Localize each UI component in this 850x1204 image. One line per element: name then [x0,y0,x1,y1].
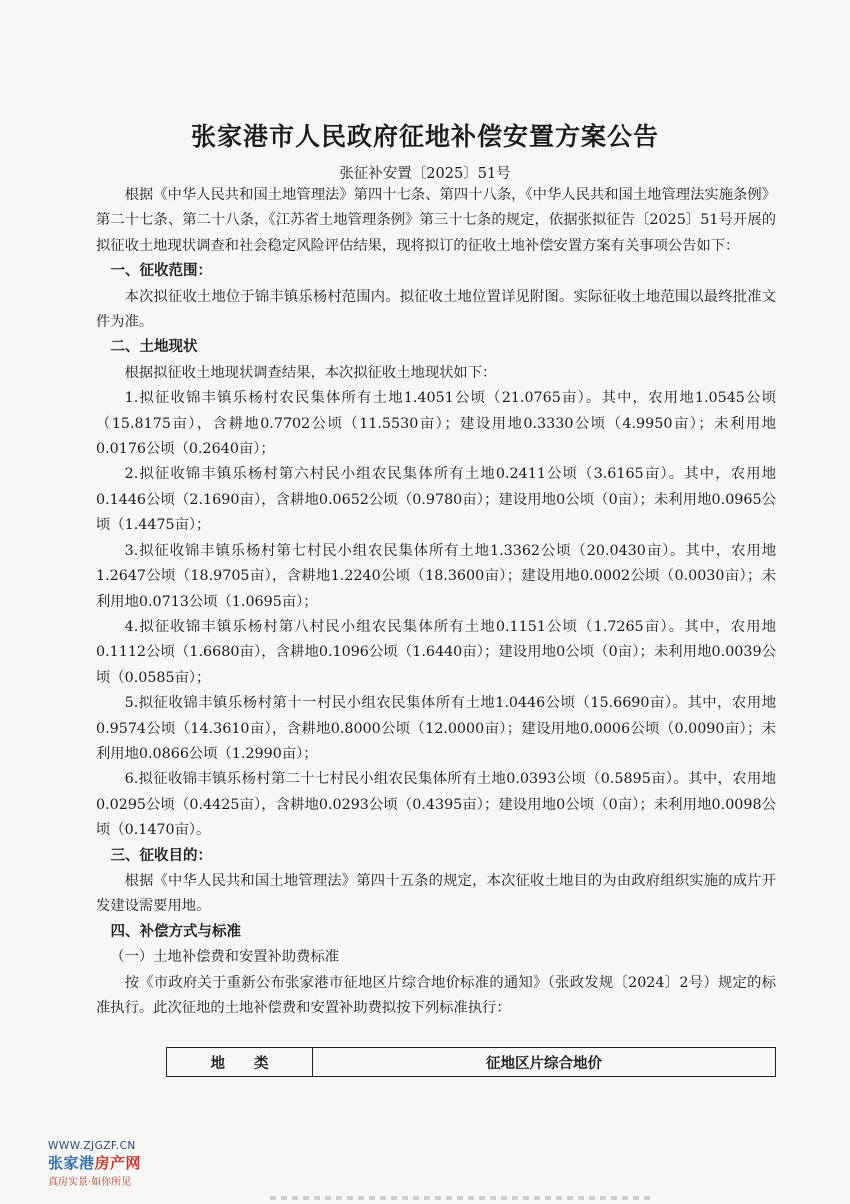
document-body [96,183,776,1021]
section-heading-compensation: 四、补偿方式与标准 [110,923,241,940]
land-status-item: 6.拟征收锦丰镇乐杨村第二十七村民小组农民集体所有土地0.0393公顷（0.5895亩）。其中，农用地0.0295公顷（0.4425亩），含耕地0.0293公顷（0.4395亩）；建设用地0公顷（0亩）；未利用地0.0098公顷（0.1470亩）。 [96,771,776,839]
site-watermark [48,1140,141,1188]
scan-artifact [270,1196,650,1200]
page-title: 张家港市人民政府征地补偿安置方案公告 [190,122,659,151]
rates-table [166,1047,776,1077]
land-status-lead: 根据拟征收土地现状调查结果，本次拟征收土地现状如下： [124,364,497,381]
table-header-price: 征地区片综合地价 [313,1048,776,1077]
watermark-name-part1: 张家港 [48,1154,95,1172]
watermark-slogan: 真房实景·如你所见 [48,1177,132,1188]
document-number: 张征补安置〔2025〕51号 [339,166,511,182]
section-purpose-text: 根据《中华人民共和国土地管理法》第四十五条的规定，本次征收土地目的为由政府组织实施的成片开发建设需要用地。 [96,872,776,915]
watermark-logo [48,1152,141,1173]
land-status-item: 5.拟征收锦丰镇乐杨村第十一村民小组农民集体所有土地1.0446公顷（15.6690亩）。其中，农用地0.9574公顷（14.3610亩），含耕地0.8000公顷（12.0000亩）；建设用地0.0006公顷（0.0090亩）；未利用地0.0866公顷（1.2990亩）； [96,695,776,762]
table-header-land-type: 地 类 [167,1048,313,1077]
intro-paragraph: 根据《中华人民共和国土地管理法》第四十七条、第四十八条，《中华人民共和国土地管理法实施条例》第二十七条、第二十八条，《江苏省土地管理条例》第三十七条的规定，依据张拟征告〔2025〕51号开展的拟征收土地现状调查和社会稳定风险评估结果，现将拟订的征收土地补偿安置方案有关事项公告如下： [96,187,776,254]
section-heading-purpose: 三、征收目的： [110,847,212,864]
land-status-item: 2.拟征收锦丰镇乐杨村第六村民小组农民集体所有土地0.2411公顷（3.6165亩）。其中，农用地0.1446公顷（2.1690亩），含耕地0.0652公顷（0.9780亩）；建设用地0公顷（0亩）；未利用地0.0965公顷（1.4475亩）； [96,466,776,534]
watermark-url: WWW.ZJGZF.CN [48,1140,136,1152]
section-heading-scope: 一、征收范围： [110,263,212,280]
watermark-name-part2: 房产网 [94,1154,142,1172]
compensation-text: 按《市政府关于重新公布张家港市征地区片综合地价标准的通知》（张政发规〔2024〕2号）规定的标准执行。此次征地的土地补偿费和安置补助费拟按下列标准执行： [96,974,776,1016]
section-heading-land-status: 二、土地现状 [110,339,198,356]
land-status-item: 1.拟征收锦丰镇乐杨村农民集体所有土地1.4051公顷（21.0765亩）。其中，农用地1.0545公顷（15.8175亩），含耕地0.7702公顷（11.5530亩）；建设用地0.3330公顷（4.9950亩）；未利用地0.0176公顷（0.2640亩）； [96,390,776,458]
land-status-item: 3.拟征收锦丰镇乐杨村第七村民小组农民集体所有土地1.3362公顷（20.0430亩）。其中，农用地1.2647公顷（18.9705亩），含耕地1.2240公顷（18.3600亩）；建设用地0.0002公顷（0.0030亩）；未利用地0.0713公顷（1.0695亩）； [96,542,776,610]
land-status-item: 4.拟征收锦丰镇乐杨村第八村民小组农民集体所有土地0.1151公顷（1.7265亩）。其中，农用地0.1112公顷（1.6680亩），含耕地0.1096公顷（1.6440亩）；建设用地0公顷（0亩）；未利用地0.0039公顷（0.0585亩）； [96,618,776,686]
section-scope-text: 本次拟征收土地位于锦丰镇乐杨村范围内。拟征收土地位置详见附图。实际征收土地范围以最终批准文件为准。 [96,288,776,331]
table-header-row [167,1048,776,1077]
compensation-subheading: （一）土地补偿费和安置补助费标准 [110,949,340,966]
